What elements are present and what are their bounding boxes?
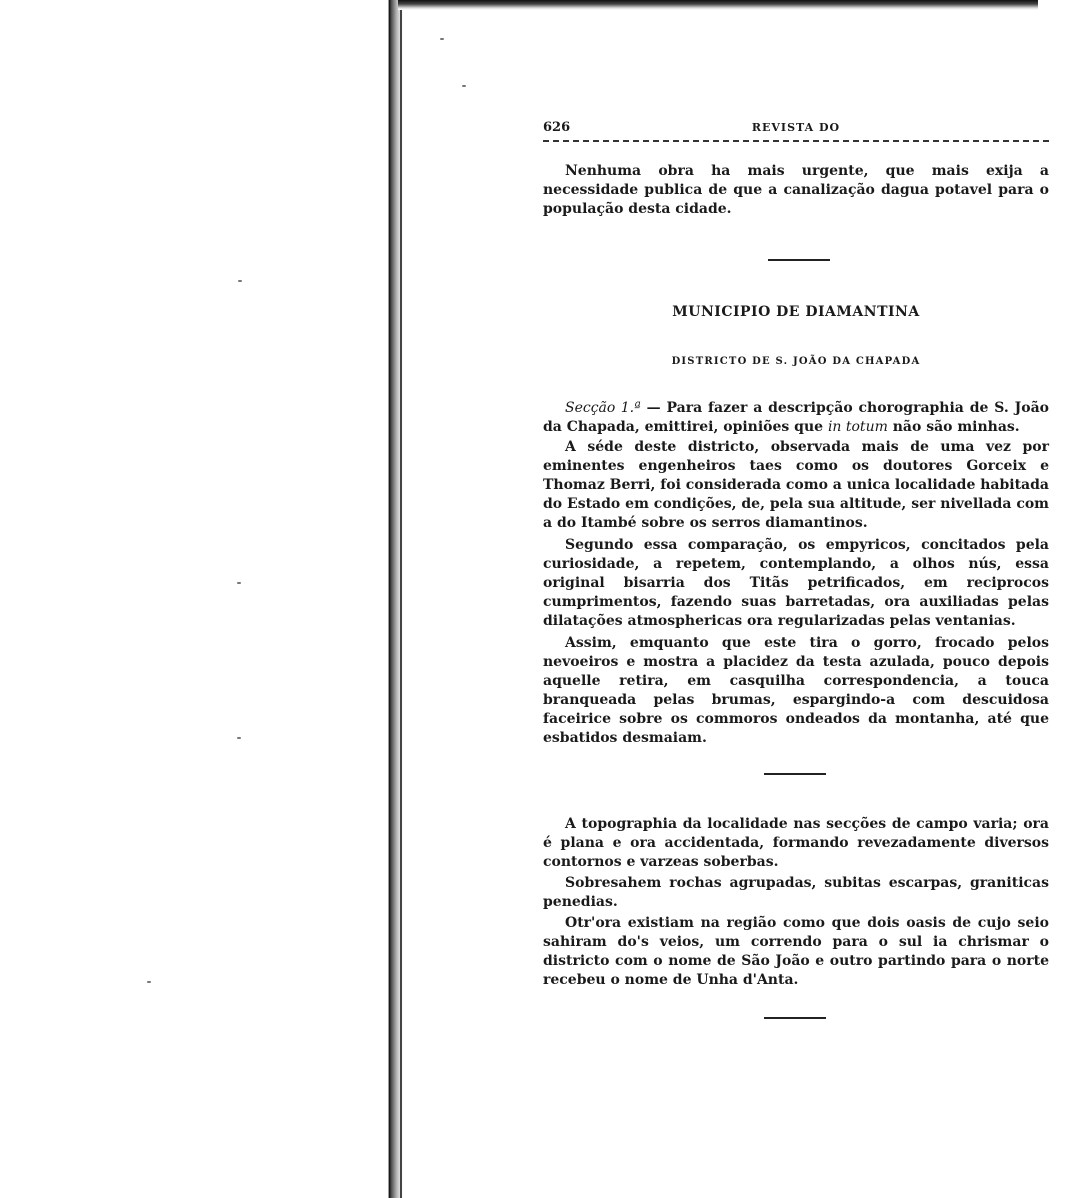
intro-paragraph-text: Nenhuma obra ha mais urgente, que mais exija a necessidade publica de que a canalização dagua potavel para o população desta cidade.: [543, 163, 1049, 217]
paragraph-text: A séde deste districto, observada mais de uma vez por eminentes engenheiros taes como os doutores Gorceix e Thomaz Berri, foi considerada como a unica localidade habitada do Estado em condições, de, pela sua altitude, ser nivellada com a do Itambé sobre os serros diamantinos.: [543, 439, 1049, 531]
page-header: [543, 118, 1049, 142]
body-paragraph-5: [543, 815, 1049, 872]
section-title: MUNICIPIO DE DIAMANTINA: [672, 304, 920, 320]
paragraph-text: Assim, emquanto que este tira o gorro, frocado pelos nevoeiros e mostra a placidez da testa azulada, pouco depois aquelle retira, em casquilha correspondencia, a touca branqueada pelas brumas, espargindo-a com descuidosa faceirice sobre os commoros ondeados da montanha, até que esbatidos desmaiam.: [543, 635, 1049, 746]
separator-rule: [768, 259, 830, 261]
page-top-edge: [398, 0, 1038, 10]
paragraph-text: Sobresahem rochas agrupadas, subitas escarpas, graniticas penedias.: [543, 875, 1049, 910]
scan-speck: [237, 737, 241, 739]
book-spine-line: [400, 0, 402, 1198]
page-number: 626: [543, 120, 571, 135]
body-paragraph-3: [543, 536, 1049, 631]
body-paragraph-7: [543, 914, 1049, 990]
italic-phrase: in totum: [827, 419, 888, 435]
scan-speck: [147, 981, 151, 983]
scan-speck: [440, 38, 444, 40]
section-subtitle: DISTRICTO DE S. JOÃO DA CHAPADA: [671, 356, 921, 367]
separator-rule: [764, 773, 826, 775]
paragraph-text: A topographia da localidade nas secções de campo varia; ora é plana e ora accidentada, formando revezadamente diversos contornos e varzeas soberbas.: [543, 816, 1049, 870]
body-paragraph-1: [543, 399, 1049, 437]
running-title: REVISTA DO: [751, 121, 841, 134]
separator-rule: [764, 1017, 826, 1019]
scan-speck: [462, 85, 466, 87]
body-paragraph-4: [543, 634, 1049, 748]
scan-speck: [237, 582, 241, 584]
paragraph-text: — Para fazer a descripção chorographia de S. João da Chapada, emittirei, opiniões que: [543, 400, 1049, 435]
body-paragraph-6: [543, 874, 1049, 912]
intro-paragraph: [543, 162, 1049, 219]
section-label: Secção 1.ª: [565, 400, 641, 416]
scan-speck: [238, 280, 242, 282]
paragraph-text: Segundo essa comparação, os empyricos, concitados pela curiosidade, a repetem, contemplando, a olhos nús, essa original bisarria dos Titãs petrificados, em reciprocos cumprimentos, fazendo suas barretadas, ora auxiliadas pelas dilatações atmosphericas ora regularizadas pelas ventanias.: [543, 537, 1049, 629]
paragraph-text: não são minhas.: [887, 419, 1020, 435]
body-paragraph-2: [543, 438, 1049, 533]
paragraph-text: Otr'ora existiam na região como que dois oasis de cujo seio sahiram do's veios, um correndo para o sul ia chrismar o districto com o nome de São João e outro partindo para o norte recebeu o nome de Unha d'Anta.: [543, 915, 1049, 988]
